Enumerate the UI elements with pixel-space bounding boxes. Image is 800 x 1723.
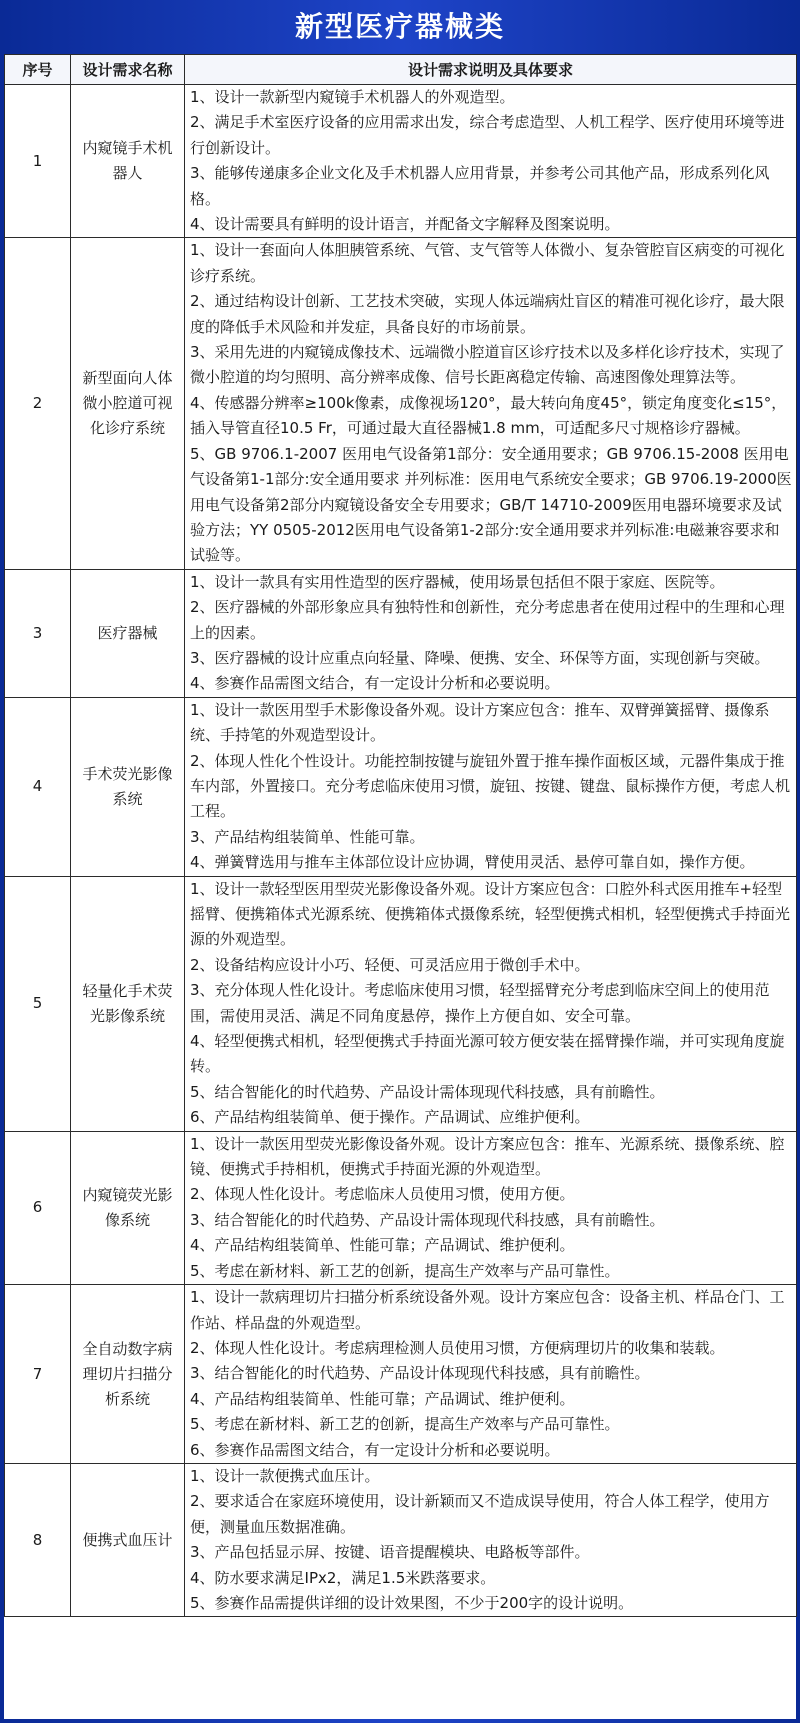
requirement-item: 1、设计一款轻型医用型荧光影像设备外观。设计方案应包含：口腔外科式医用推车+轻型摇臂、便携箱体式光源系统、便携箱体式摄像系统，轻型便携式相机，轻型便携式手持面光源的外观造型。 — [190, 879, 791, 949]
requirement-item: 1、设计一款医用型手术影像设备外观。设计方案应包含：推车、双臂弹簧摇臂、摄像系统、手持笔的外观造型设计。 — [190, 700, 770, 745]
requirement-description — [185, 238, 797, 569]
row-number: 4 — [5, 697, 71, 876]
requirements-table-container — [4, 54, 796, 1719]
table-row — [5, 569, 797, 697]
requirement-item: 1、设计一款便携式血压计。 — [190, 1466, 380, 1485]
requirement-name: 内窥镜手术机器人 — [71, 85, 185, 238]
table-row — [5, 1131, 797, 1284]
requirement-description — [185, 85, 797, 238]
requirement-item: 2、满足手术室医疗设备的应用需求出发，综合考虑造型、人机工程学、医疗使用环境等进行创新设计。 — [190, 113, 785, 157]
requirement-description — [185, 697, 797, 876]
requirement-item: 4、产品结构组装简单、性能可靠；产品调试、维护便利。 — [190, 1236, 575, 1255]
requirement-item: 4、参赛作品需图文结合，有一定设计分析和必要说明。 — [190, 674, 560, 693]
requirement-description — [185, 1285, 797, 1464]
requirement-name: 便携式血压计 — [71, 1463, 185, 1616]
requirement-item: 3、充分体现人性化设计。考虑临床使用习惯，轻型摇臂充分考虑到临床空间上的使用范围，需使用灵活、满足不同角度悬停，操作上方便自如、安全可靠。 — [190, 981, 770, 1025]
table-row — [5, 1285, 797, 1464]
table-row — [5, 876, 797, 1131]
requirement-item: 2、体现人性化设计。考虑病理检测人员使用习惯，方便病理切片的收集和装载。 — [190, 1338, 725, 1357]
requirement-item: 6、参赛作品需图文结合，有一定设计分析和必要说明。 — [190, 1440, 560, 1459]
requirement-item: 1、设计一款具有实用性造型的医疗器械，使用场景包括但不限于家庭、医院等。 — [190, 572, 725, 591]
requirement-item: 5、GB 9706.1-2007 医用电气设备第1部分：安全通用要求；GB 9706.15-2008 医用电气设备第1-1部分:安全通用要求 并列标准：医用电气系统安全要求；GB 9706.19-2000医用电气设备第2部分内窥镜设备安全专用要求；GB/T 14710-2009医用电器环境要求及试验方法；YY 0505-2012医用电气设备第1-2部分:安全通用要求并列标准:电磁兼容要求和试验等。 — [190, 444, 792, 565]
requirement-item: 1、设计一款医用型荧光影像设备外观。设计方案应包含：推车、光源系统、摄像系统、腔镜、便携式手持相机，便携式手持面光源的外观造型。 — [190, 1134, 785, 1179]
row-number: 6 — [5, 1131, 71, 1284]
requirement-description — [185, 1131, 797, 1284]
requirement-item: 3、结合智能化的时代趋势、产品设计需体现现代科技感，具有前瞻性。 — [190, 1210, 665, 1229]
table-body — [5, 85, 797, 1617]
row-number: 1 — [5, 85, 71, 238]
row-number: 5 — [5, 876, 71, 1131]
page-title: 新型医疗器械类 — [294, 10, 505, 43]
table-row — [5, 697, 797, 876]
requirement-item: 4、设计需要具有鲜明的设计语言，并配备文字解释及图案说明。 — [190, 215, 620, 234]
requirement-item: 3、结合智能化的时代趋势、产品设计体现现代科技感，具有前瞻性。 — [190, 1364, 650, 1383]
requirement-item: 5、考虑在新材料、新工艺的创新，提高生产效率与产品可靠性。 — [190, 1261, 620, 1280]
requirement-item: 2、通过结构设计创新、工艺技术突破，实现人体远端病灶盲区的精准可视化诊疗，最大限度的降低手术风险和并发症，具备良好的市场前景。 — [190, 292, 785, 336]
requirement-item: 2、体现人性化个性设计。功能控制按键与旋钮外置于推车操作面板区域，元器件集成于推车内部，外置接口。充分考虑临床使用习惯，旋钮、按键、键盘、鼠标操作方便，考虑人机工程。 — [190, 751, 791, 821]
requirement-item: 2、要求适合在家庭环境使用，设计新颖而又不造成误导使用，符合人体工程学，使用方便，测量血压数据准确。 — [190, 1492, 770, 1536]
requirement-description — [185, 1463, 797, 1616]
header-number: 序号 — [5, 55, 71, 85]
requirements-table — [4, 54, 797, 1617]
requirement-item: 2、设备结构应设计小巧、轻便、可灵活应用于微创手术中。 — [190, 955, 590, 974]
requirement-item: 3、产品包括显示屏、按键、语音提醒模块、电路板等部件。 — [190, 1543, 590, 1562]
table-row — [5, 238, 797, 569]
requirement-name: 新型面向人体微小腔道可视化诊疗系统 — [71, 238, 185, 569]
requirement-item: 3、能够传递康多企业文化及手术机器人应用背景，并参考公司其他产品，形成系列化风格。 — [190, 164, 770, 208]
requirement-description — [185, 876, 797, 1131]
table-row — [5, 1463, 797, 1616]
header-description: 设计需求说明及具体要求 — [185, 55, 797, 85]
requirement-item: 3、产品结构组装简单、性能可靠。 — [190, 827, 425, 846]
requirement-item: 1、设计一款病理切片扫描分析系统设备外观。设计方案应包含：设备主机、样品仓门、工作站、样品盘的外观造型。 — [190, 1288, 785, 1332]
header-name: 设计需求名称 — [71, 55, 185, 85]
requirement-item: 1、设计一套面向人体胆胰管系统、气管、支气管等人体微小、复杂管腔盲区病变的可视化诊疗系统。 — [190, 241, 785, 285]
requirement-item: 2、体现人性化设计。考虑临床人员使用习惯，使用方便。 — [190, 1185, 575, 1204]
requirement-item: 4、传感器分辨率≥100k像素，成像视场120°，最大转向角度45°，锁定角度变化≤15°，插入导管直径10.5 Fr，可通过最大直径器械1.8 mm，可适配多尺寸规格诊疗器械。 — [190, 393, 787, 438]
requirement-item: 4、产品结构组装简单、性能可靠；产品调试、维护便利。 — [190, 1389, 575, 1408]
table-header-row — [5, 55, 797, 85]
requirement-name: 医疗器械 — [71, 569, 185, 697]
requirement-item: 1、设计一款新型内窥镜手术机器人的外观造型。 — [190, 88, 515, 106]
requirement-item: 5、参赛作品需提供详细的设计效果图，不少于200字的设计说明。 — [190, 1593, 634, 1612]
requirement-item: 6、产品结构组装简单、便于操作。产品调试、应维护便利。 — [190, 1108, 590, 1127]
requirement-item: 5、结合智能化的时代趋势、产品设计需体现现代科技感，具有前瞻性。 — [190, 1082, 665, 1101]
requirement-item: 4、防水要求满足IPx2，满足1.5米跌落要求。 — [190, 1568, 496, 1587]
requirement-name: 手术荧光影像系统 — [71, 697, 185, 876]
requirement-name: 全自动数字病理切片扫描分析系统 — [71, 1285, 185, 1464]
requirement-item: 2、医疗器械的外部形象应具有独特性和创新性，充分考虑患者在使用过程中的生理和心理上的因素。 — [190, 598, 785, 642]
requirement-item: 3、采用先进的内窥镜成像技术、远端微小腔道盲区诊疗技术以及多样化诊疗技术，实现了微小腔道的均匀照明、高分辨率成像、信号长距离稳定传输、高速图像处理算法等。 — [190, 343, 785, 387]
row-number: 2 — [5, 238, 71, 569]
row-number: 7 — [5, 1285, 71, 1464]
row-number: 8 — [5, 1463, 71, 1616]
requirement-item: 4、轻型便携式相机，轻型便携式手持面光源可较方便安装在摇臂操作端，并可实现角度旋转。 — [190, 1032, 785, 1076]
requirement-name: 轻量化手术荧光影像系统 — [71, 876, 185, 1131]
requirement-name: 内窥镜荧光影像系统 — [71, 1131, 185, 1284]
requirement-item: 3、医疗器械的设计应重点向轻量、降噪、便携、安全、环保等方面，实现创新与突破。 — [190, 648, 770, 667]
row-number: 3 — [5, 569, 71, 697]
table-row — [5, 85, 797, 238]
requirement-item: 4、弹簧臂选用与推车主体部位设计应协调，臂使用灵活、悬停可靠自如，操作方便。 — [190, 853, 755, 872]
requirement-description — [185, 569, 797, 697]
requirement-item: 5、考虑在新材料、新工艺的创新，提高生产效率与产品可靠性。 — [190, 1415, 620, 1434]
